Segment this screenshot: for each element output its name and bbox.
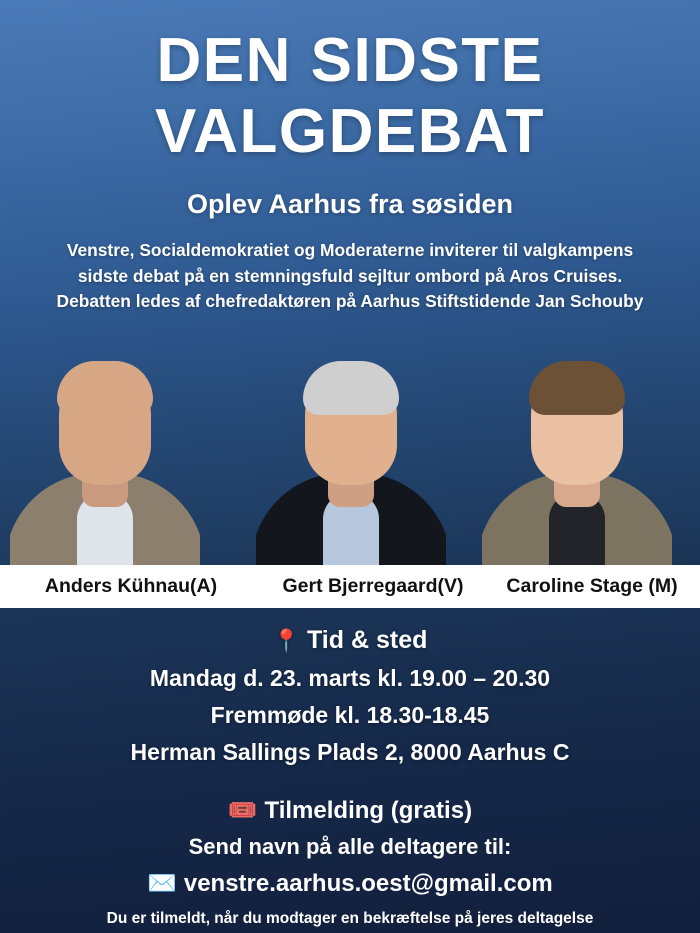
speaker-photos	[0, 340, 700, 565]
registration-email-address[interactable]: venstre.aarhus.oest@gmail.com	[183, 870, 553, 897]
registration-heading	[0, 796, 700, 825]
portrait-gert-bjerregaard	[256, 340, 446, 565]
ticket-icon: 🎟️	[227, 797, 258, 824]
speaker-name-2: Gert Bjerregaard(V)	[282, 575, 464, 597]
event-date-time: Mandag d. 23. marts kl. 19.00 – 20.30	[149, 665, 551, 691]
poster-intro	[7, 238, 693, 314]
poster-headline	[0, 0, 700, 167]
location-pin-icon: 📍	[272, 628, 301, 653]
intro-line-1: Venstre, Socialdemokratiet og Moderaterne inviterer til valgkampens	[66, 240, 634, 261]
registration-note: Du er tilmeldt, når du modtager en bekræftelse på jeres deltagelse	[106, 910, 594, 927]
poster-details	[0, 608, 700, 933]
registration-heading-label: Tilmelding (gratis)	[264, 797, 473, 824]
registration-instruction: Send navn på alle deltagere til:	[188, 834, 512, 859]
portrait-anders-kuhnau	[10, 340, 200, 565]
intro-line-3: Debatten ledes af chefredaktøren på Aarhus Stiftstidende Jan Schouby	[56, 290, 644, 311]
title-line-2: VALGDEBAT	[154, 96, 546, 166]
envelope-icon: ✉️	[147, 870, 178, 897]
speaker-name-1: Anders Kühnau(A)	[44, 575, 218, 597]
speaker-name-3: Caroline Stage (M)	[506, 575, 678, 597]
title-line-1: DEN SIDSTE	[156, 26, 544, 95]
speaker-names-strip	[0, 565, 700, 608]
event-arrival-time: Fremmøde kl. 18.30-18.45	[210, 702, 490, 728]
time-place-heading	[0, 626, 700, 655]
poster-subtitle: Oplev Aarhus fra søsiden	[186, 189, 514, 220]
intro-line-2: sidste debat på en stemningsfuld sejltur ombord på Aros Cruises.	[77, 265, 623, 286]
portrait-caroline-stage	[482, 340, 672, 565]
event-address: Herman Sallings Plads 2, 8000 Aarhus C	[130, 739, 570, 765]
registration-email[interactable]	[0, 869, 700, 898]
time-place-heading-label: Tid & sted	[306, 626, 428, 654]
